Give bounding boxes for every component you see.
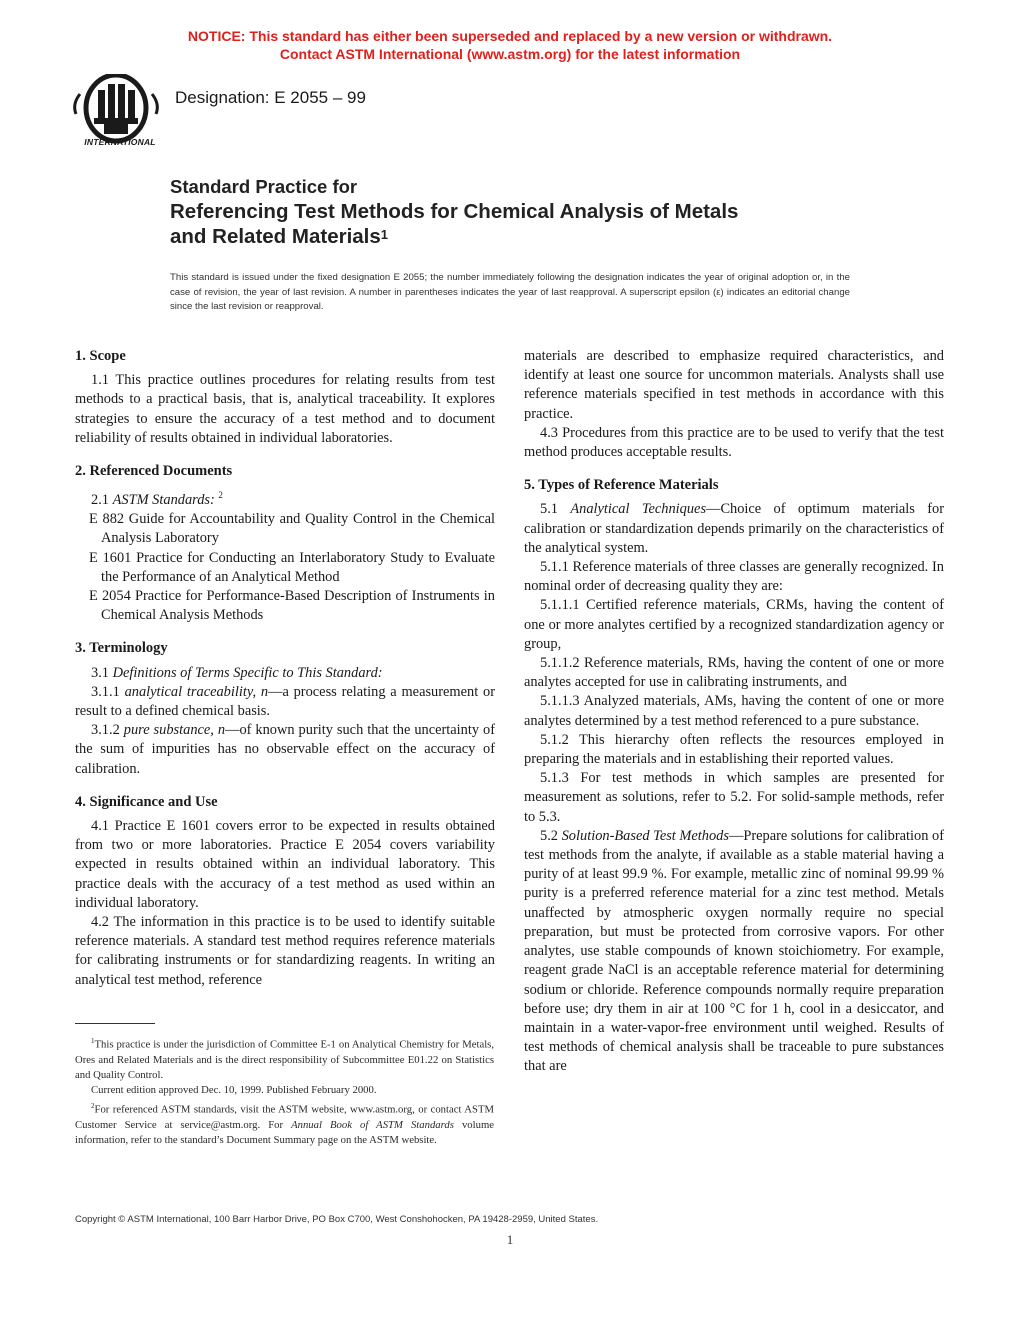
footnote-1-edition: Current edition approved Dec. 10, 1999. Published February 2000. [91, 1084, 377, 1097]
para-4-2: 4.2 The information in this practice is to be used to identify suitable reference materials. A standard test method requires reference materials for calibrating instruments or for standardizing reagents. In writing an analytical test method, reference [75, 914, 495, 988]
ref-e1601: E 1601 Practice for Conducting an Interlaboratory Study to Evaluate the Performance of an Analytical Method [89, 549, 495, 585]
title-line-2: and Related Materials$^1$ [170, 225, 388, 248]
para-3-1-2: 3.1.2 pure substance, n—of known purity such that the uncertainty of the sum of impurities has no observable effect on the accuracy of calibration. [75, 722, 495, 777]
para-1-1: 1.1 This practice outlines procedures for relating results from test methods to a practical basis, that is, analytical traceability. It explores strategies to ensure the accuracy of a test method and to document reliability of results obtained in individual laboratories. [75, 372, 495, 446]
title-pre: Standard Practice for [170, 176, 358, 197]
para-4-3: 4.3 Procedures from this practice are to be used to verify that the test method produces acceptable results. [524, 424, 944, 461]
para-3-1-1: 3.1.1 analytical traceability, n—a process relating a measurement or result to a defined chemical basis. [75, 683, 495, 720]
ref-e882: E 882 Guide for Accountability and Quality Control in the Chemical Analysis Laboratory [89, 511, 495, 547]
para-5-1-1-1: 5.1.1.1 Certified reference materials, CRMs, having the content of one or more analytes certified by a recognized standardization agency or group, [524, 597, 944, 652]
copyright-line: Copyright © ASTM International, 100 Barr Harbor Drive, PO Box C700, West Conshohocken, PA 19428-2959, United States. [75, 1214, 599, 1225]
para-2-1: 2.1 ASTM Standards: $^2$ [91, 490, 223, 509]
section-5-heading: 5. Types of Reference Materials [524, 477, 719, 494]
left-column [75, 347, 495, 990]
document-title [170, 175, 738, 249]
title-line-1: Referencing Test Methods for Chemical Analysis of Metals [170, 200, 739, 223]
para-3-1: 3.1 Definitions of Terms Specific to This Standard: [91, 664, 383, 681]
title-footnote-mark: 1 [380, 227, 388, 242]
ref-e2054: E 2054 Practice for Performance-Based Description of Instruments in Chemical Analysis Methods [89, 588, 495, 624]
section-4-heading: 4. Significance and Use [75, 793, 218, 810]
para-5-2: 5.2 Solution-Based Test Methods—Prepare solutions for calibration of test methods from the analyte, if available as a stable material having a purity of at least 99.9 %. For example, metallic zinc of nominal 99.99 % purity is a preferred reference material for a zinc test method. Metals unaffected by atmospheric oxygen normally require no special preparation, but must be protected from corrosive vapors. For other analytes, use stable compounds of known stoichiometry. For example, reagent grade NaCl is an acceptable reference material for determining sodium or chloride. Reference compounds normally require preparation before use; dry them in air at 100 °C for 1 h, cool in a desiccator, and maintain in a water-vapor-free environment until weighed. Results of test methods of chemical analysis shall be traceable to pure substances that are [524, 827, 944, 1075]
page-number: 1 [506, 1232, 514, 1247]
notice-line-1: NOTICE: This standard has either been superseded and replaced by a new version or withdrawn. [187, 28, 833, 44]
section-3-heading: 3. Terminology [75, 640, 168, 657]
designation: Designation: E 2055 – 99 [175, 88, 366, 107]
para-4-1: 4.1 Practice E 1601 covers error to be expected in results obtained from two or more laboratories. Practice E 2054 covers variability expected in results obtained within an individual laboratory. This practice deals with the accuracy of a test method as used within an individual laboratory. [75, 818, 495, 911]
footnote-rule [75, 1023, 155, 1024]
para-5-1-2: 5.1.2 This hierarchy often reflects the resources employed in preparing the materials and in establishing their reported values. [524, 731, 944, 768]
section-2-heading: 2. Referenced Documents [75, 463, 233, 480]
notice-line-2: Contact ASTM International (www.astm.org) for the latest information [279, 46, 741, 62]
footnote-2: $^2$For referenced ASTM standards, visit the ASTM website, www.astm.org, or contact ASTM Customer Service at service@astm.org. For Annual Book of ASTM Standards volume information, refer to the standard’s Document Summary page on the ASTM website. [75, 1101, 495, 1146]
footnote-1: $^1$This practice is under the jurisdiction of Committee E-1 on Analytical Chemistry for Metals, Ores and Related Materials and is the direct responsibility of Subcommittee E01.22 on Statistics and Quality Control. [75, 1037, 494, 1082]
para-5-1-1-3: 5.1.1.3 Analyzed materials, AMs, having the content of one or more analytes determined by a test method referenced to a pure substance. [524, 693, 944, 729]
section-1-heading: 1. Scope [75, 348, 126, 364]
para-4-2-continued: materials are described to emphasize required characteristics, and identify at least one source for uncommon materials. Analysts shall use reference materials specified in test methods in accordance with this practice. [524, 348, 944, 422]
para-5-1-1: 5.1.1 Reference materials of three classes are generally recognized. In nominal order of decreasing quality they are: [524, 559, 944, 595]
logo-wordmark: INTERNATIONAL [84, 137, 156, 147]
para-5-1: 5.1 Analytical Techniques—Choice of optimum materials for calibration or standardization depends primarily on the characteristics of the analytical system. [524, 501, 944, 556]
para-5-1-1-2: 5.1.1.2 Reference materials, RMs, having the content of one or more analytes accepted for use in calibrating instruments, and [524, 655, 944, 691]
issue-note: This standard is issued under the fixed designation E 2055; the number immediately following the designation indicates the year of original adoption or, in the case of revision, the year of last revision. A number in parentheses indicates the year of last reapproval. A superscript epsilon (ε) indicates an editorial change since the last revision or reapproval. [170, 272, 850, 313]
footnotes [75, 1034, 494, 1148]
right-column [524, 347, 944, 1077]
para-5-1-3: 5.1.3 For test methods in which samples are presented for measurement as solutions, refer to 5.2. For solid-sample methods, refer to 5.3. [524, 770, 944, 825]
notice-banner [0, 27, 1020, 63]
